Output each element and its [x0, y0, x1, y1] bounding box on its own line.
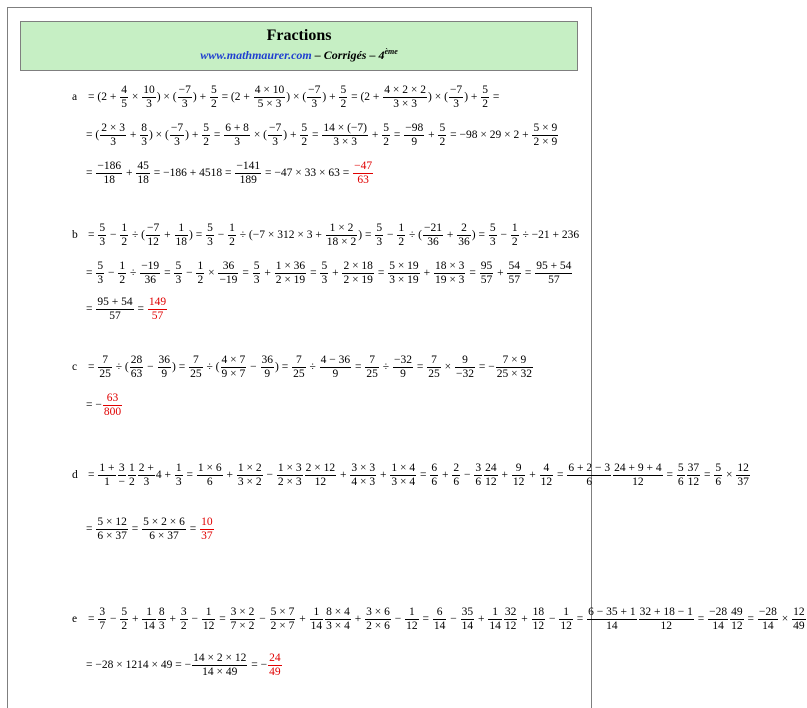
operator: + — [337, 469, 350, 482]
exercise-b-line-3 — [86, 296, 168, 323]
fraction: $\frac{10}{3}$ — [143, 84, 155, 110]
operator: 12 × 3 — [283, 229, 313, 242]
fraction: $\frac{-28}{14}$ — [758, 606, 777, 632]
fraction: $\frac{-7}{3}$ — [308, 84, 321, 110]
operator: (2 + — [97, 91, 120, 104]
operator: = — [262, 167, 275, 180]
operator: + — [498, 469, 511, 482]
fraction: $\frac{1}{2}$ — [121, 222, 128, 248]
operator: = — [239, 267, 252, 280]
fraction: $\frac{28}{63}$ — [130, 354, 143, 380]
fraction: $\frac{6 + 2 - 3}{6}$ — [568, 462, 611, 488]
operator: 36 — [567, 229, 580, 242]
fraction: $\frac{24 + 9 + 4}{12}$ — [614, 462, 662, 488]
fraction: $\frac{-19}{36}$ — [141, 260, 160, 286]
fraction: $\frac{24}{12}$ — [485, 462, 497, 488]
operator: − — [461, 469, 474, 482]
fraction: $\frac{24}{49}$ — [269, 652, 281, 678]
operator: + — [494, 267, 507, 280]
operator: ÷ — [519, 229, 532, 242]
fraction: $\frac{5}{3}$ — [253, 260, 260, 286]
fraction: $\frac{5 \times 9}{2 \times 9}$ — [533, 122, 558, 148]
fraction: $\frac{18}{12}$ — [532, 606, 545, 632]
fraction: $\frac{6}{14}$ — [433, 606, 446, 632]
fraction: $\frac{12}{49}$ — [793, 606, 805, 632]
fraction: $\frac{-141}{189}$ — [236, 160, 261, 186]
fraction: $\frac{9}{-32}$ — [455, 354, 474, 380]
fraction: $\frac{7 \times 9}{25 \times 32}$ — [496, 354, 532, 380]
operator: ) + — [283, 129, 300, 142]
fraction: $\frac{-47}{63}$ — [354, 160, 373, 186]
operator: = — [413, 361, 427, 374]
fraction: $\frac{1}{2}$ — [129, 462, 135, 488]
operator: = — [216, 613, 229, 626]
fraction: $\frac{-7}{3}$ — [170, 122, 184, 148]
fraction: $\frac{1}{3}$ — [175, 462, 182, 488]
operator: = — [466, 267, 479, 280]
fraction: $\frac{95 + 54}{57}$ — [97, 296, 133, 322]
exercise-d-line-1: d = $\frac{1 +}{1}$ $\frac{3}{-}$ $\frac{1}{2}$ $\frac{2 +}{3}$ 4 + $\frac{1}{3}$ = $\frac{1 \times 6}{6}$ + $\frac{1 \times 2}{3 \times 2}$ − $\frac{1 \times 3}{2 \times 3}$ $\frac{2 \times 12}{12}$ + $\frac{3 \times 3}{4 \times 3}$ + $\frac{1 \times 4}{3 \times 4}$ = $\frac{6}{6}$ + $\frac{2}{6}$ − $\frac{3}{6}$ $\frac{24}{12}$ + $\frac{9}{12}$ + $\frac{4}{12}$ = $\frac{6 + 2 - 3}{6}$ $\frac{24 + 9 + 4}{12}$ = $\frac{5}{6}$ $\frac{37}{12}$ = $\frac{5}{6}$ × $\frac{12}{37}$ — [72, 462, 749, 488]
page-title: Fractions — [266, 27, 332, 44]
operator: −28 × 12 — [95, 659, 138, 672]
fraction: $\frac{-32}{9}$ — [393, 354, 412, 380]
operator: 18 — [210, 167, 223, 180]
fraction: $\frac{7}{25}$ — [428, 354, 440, 380]
fraction: $\frac{5}{2}$ — [383, 122, 389, 148]
fraction: $\frac{1}{2}$ — [511, 222, 518, 248]
fraction: $\frac{5}{3}$ — [489, 222, 496, 248]
fraction: $\frac{1}{14}$ — [310, 606, 323, 632]
operator: − — [497, 229, 510, 242]
fraction: $\frac{5}{2}$ — [482, 84, 489, 110]
fraction: $\frac{14 \times 2 \times 12}{14 \times 49}$ — [193, 652, 247, 678]
fraction: $\frac{32 + 18 - 1}{12}$ — [639, 606, 693, 632]
operator: − — [546, 613, 559, 626]
fraction: $\frac{5 \times 7}{2 \times 7}$ — [270, 606, 295, 632]
operator: ) = — [275, 361, 292, 374]
operator: + — [519, 129, 532, 142]
exercise-a-line-3 — [86, 160, 374, 187]
operator: ÷ ( — [406, 229, 422, 242]
fraction: $\frac{1}{12}$ — [560, 606, 572, 632]
fraction: $\frac{2 \times 3}{3}$ — [101, 122, 125, 148]
operator: + — [126, 129, 140, 142]
operator: ) + — [464, 91, 481, 104]
fraction: $\frac{1}{2}$ — [229, 222, 235, 248]
fraction: $\frac{149}{57}$ — [148, 296, 167, 322]
operator: + — [223, 469, 236, 482]
operator: = — [86, 167, 96, 180]
operator: −21 + 2 — [531, 229, 568, 242]
fraction: $\frac{35}{14}$ — [461, 606, 474, 632]
operator: + — [368, 129, 382, 142]
operator: ) × ( — [156, 91, 177, 104]
fraction: $\frac{63}{800}$ — [103, 392, 122, 418]
operator: = — [134, 303, 147, 316]
operator: × — [128, 91, 142, 104]
operator: = — [573, 613, 587, 626]
operator: − — [144, 361, 157, 374]
fraction: $\frac{36}{-19}$ — [219, 260, 238, 286]
fraction: $\frac{1 \times 2}{3 \times 2}$ — [237, 462, 262, 488]
operator: −47 × 3 — [274, 167, 311, 180]
fraction: $\frac{-7}{3}$ — [269, 122, 282, 148]
operator: ) + — [322, 91, 339, 104]
operator: = — [222, 167, 235, 180]
fraction: $\frac{5}{2}$ — [203, 122, 209, 148]
fraction: $\frac{1 \times 2}{18 \times 2}$ — [326, 222, 357, 248]
operator: ) × ( — [286, 91, 307, 104]
operator: = — [352, 361, 365, 374]
fraction: $\frac{9}{12}$ — [512, 462, 525, 488]
exercise-label: a — [72, 91, 78, 104]
operator: − — [391, 613, 405, 626]
exercise-a-line-1: a = (2 + $\frac{4}{5}$ × $\frac{10}{3}$ ) × ( $\frac{-7}{3}$ ) + $\frac{5}{2}$ = (2 + $\frac{4 \times 10}{5 \times 3}$ ) × ( $\frac{-7}{3}$ ) + $\frac{5}{2}$ = (2 + $\frac{4 \times 2 \times 2}{3 \times 3}$ ) × ( $\frac{-7}{3}$ ) + $\frac{5}{2}$ = — [72, 84, 500, 110]
operator: = — [694, 613, 708, 626]
operator: = − — [475, 361, 495, 374]
fraction: $\frac{2 \times 18}{2 \times 19}$ — [343, 260, 373, 286]
fraction: $\frac{5}{2}$ — [439, 122, 446, 148]
fraction: $\frac{5}{3}$ — [321, 260, 328, 286]
operator: = − — [86, 399, 102, 412]
operator: ÷ — [127, 267, 140, 280]
operator: + — [439, 469, 452, 482]
operator: = — [86, 523, 96, 536]
operator: × — [205, 267, 218, 280]
fraction: $\frac{49}{12}$ — [731, 606, 743, 632]
fraction: $\frac{3 \times 3}{4 \times 3}$ — [351, 462, 376, 488]
exercise-b-line-2 — [86, 260, 573, 287]
operator: ÷ ( — [129, 229, 146, 242]
operator: = — [447, 129, 460, 142]
operator: = — [339, 167, 353, 180]
operator: = − — [248, 659, 268, 672]
operator: = — [744, 613, 757, 626]
operator: −98 × 2 — [459, 129, 496, 142]
operator: = — [150, 167, 164, 180]
operator: + — [312, 229, 325, 242]
operator: − — [105, 267, 118, 280]
fraction: $\frac{5 \times 2 \times 6}{6 \times 37}$ — [143, 516, 185, 542]
operator: ÷ — [379, 361, 392, 374]
fraction: $\frac{5}{3}$ — [207, 222, 213, 248]
fraction: $\frac{4 \times 7}{9 \times 7}$ — [221, 354, 246, 380]
fraction: $\frac{5}{3}$ — [97, 260, 104, 286]
fraction: $\frac{7}{25}$ — [99, 354, 111, 380]
exercise-d-line-2 — [86, 516, 215, 543]
operator: × ( — [250, 129, 268, 142]
fraction: $\frac{4}{5}$ — [121, 84, 127, 110]
operator: = — [417, 469, 430, 482]
operator: + — [377, 469, 390, 482]
operator: = — [490, 91, 500, 104]
fraction: $\frac{5 \times 12}{6 \times 37}$ — [97, 516, 127, 542]
operator: = — [86, 659, 96, 672]
operator: + — [475, 613, 488, 626]
worksheet-header — [20, 21, 578, 71]
operator: ÷ ( — [112, 361, 129, 374]
operator: = — [86, 267, 96, 280]
fraction: $\frac{8}{3}$ — [141, 122, 147, 148]
operator: = — [183, 469, 196, 482]
operator: = ( — [86, 129, 100, 142]
fraction: $\frac{1 +}{1}$ — [99, 462, 115, 488]
fraction: $\frac{3 \times 2}{7 \times 2}$ — [230, 606, 255, 632]
fraction: $\frac{1 \times 4}{3 \times 4}$ — [391, 462, 416, 488]
fraction: $\frac{-7}{3}$ — [178, 84, 191, 110]
grade-superscript: ème — [384, 47, 398, 56]
fraction: $\frac{6}{6}$ — [431, 462, 438, 488]
operator: − — [247, 361, 260, 374]
fraction: $\frac{54}{57}$ — [508, 260, 520, 286]
fraction: $\frac{4 - 36}{9}$ — [320, 354, 351, 380]
operator: ) = — [172, 361, 189, 374]
fraction: $\frac{3}{7}$ — [99, 606, 106, 632]
operator: = — [374, 267, 388, 280]
operator: = (2 + — [218, 91, 253, 104]
fraction: $\frac{5}{2}$ — [340, 84, 347, 110]
operator: + — [123, 167, 136, 180]
fraction: $\frac{-98}{9}$ — [405, 122, 424, 148]
fraction: $\frac{6 + 8}{3}$ — [225, 122, 249, 148]
fraction: $\frac{1}{12}$ — [202, 606, 215, 632]
operator: = — [701, 469, 714, 482]
fraction: $\frac{5}{3}$ — [99, 222, 106, 248]
exercise-label: b — [72, 229, 78, 242]
operator: − — [183, 267, 196, 280]
exercise-label: c — [72, 361, 78, 374]
fraction: $\frac{-28}{14}$ — [709, 606, 728, 632]
operator: = — [309, 129, 322, 142]
fraction: $\frac{1}{14}$ — [489, 606, 501, 632]
fraction: $\frac{8 \times 4}{3 \times 4}$ — [326, 606, 350, 632]
fraction: $\frac{1}{18}$ — [175, 222, 188, 248]
exercise-e-line-1: e = $\frac{3}{7}$ − $\frac{5}{2}$ + $\frac{1}{14}$ $\frac{8}{3}$ + $\frac{3}{2}$ − $\frac{1}{12}$ = $\frac{3 \times 2}{7 \times 2}$ − $\frac{5 \times 7}{2 \times 7}$ + $\frac{1}{14}$ $\frac{8 \times 4}{3 \times 4}$ + $\frac{3 \times 6}{2 \times 6}$ − $\frac{1}{12}$ = $\frac{6}{14}$ − $\frac{35}{14}$ + $\frac{1}{14}$ $\frac{32}{12}$ + $\frac{18}{12}$ − $\frac{1}{12}$ = $\frac{6 - 35 + 1}{14}$ $\frac{32 + 18 - 1}{12}$ = $\frac{-28}{14}$ $\frac{49}{12}$ = $\frac{-28}{14}$ × $\frac{12}{49}$ — [72, 606, 805, 632]
exercise-label: d — [72, 469, 78, 482]
fraction: $\frac{1}{2}$ — [119, 260, 126, 286]
fraction: $\frac{32}{12}$ — [504, 606, 517, 632]
operator: + — [261, 267, 274, 280]
operator: = — [307, 267, 320, 280]
fraction: $\frac{1}{2}$ — [197, 260, 204, 286]
operator: − — [107, 229, 120, 242]
fraction: $\frac{5}{3}$ — [175, 260, 182, 286]
operator: + — [129, 613, 142, 626]
fraction: $\frac{-7}{3}$ — [449, 84, 463, 110]
operator: − — [384, 229, 397, 242]
operator: = — [390, 129, 404, 142]
fraction: $\frac{2 +}{3}$ — [138, 462, 154, 488]
operator: ) = — [471, 229, 488, 242]
operator: 3 × 63 — [310, 167, 340, 180]
fraction: $\frac{2}{6}$ — [453, 462, 460, 488]
operator: − — [188, 613, 201, 626]
operator: ) + — [192, 91, 209, 104]
fraction: $\frac{5}{2}$ — [210, 84, 217, 110]
fraction: $\frac{5}{2}$ — [301, 122, 308, 148]
operator: ÷ — [306, 361, 319, 374]
fraction: $\frac{45}{18}$ — [137, 160, 149, 186]
fraction: $\frac{7}{25}$ — [190, 354, 202, 380]
operator: 14 × 49 — [137, 659, 173, 672]
exercise-c-line-2 — [86, 392, 123, 419]
exercise-b-line-1: b = $\frac{5}{3}$ − $\frac{1}{2}$ ÷ ( $\frac{-7}{12}$ + $\frac{1}{18}$ ) = $\frac{5}{3}$ − $\frac{1}{2}$ ÷ (−7 × 312 × 3 + $\frac{1 \times 2}{18 \times 2}$ ) = $\frac{5}{3}$ − $\frac{1}{2}$ ÷ ( $\frac{-21}{36}$ + $\frac{2}{36}$ ) = $\frac{5}{3}$ − $\frac{1}{2}$ ÷ −21 + 236 — [72, 222, 580, 248]
operator: ) = — [189, 229, 206, 242]
fraction: $\frac{7}{25}$ — [366, 354, 378, 380]
website-link[interactable]: www.mathmaurer.com — [200, 48, 312, 62]
operator: = — [186, 523, 200, 536]
fraction: $\frac{36}{9}$ — [261, 354, 274, 380]
operator: −186 + 45 — [163, 167, 211, 180]
operator: × — [441, 361, 454, 374]
fraction: $\frac{3 \times 6}{2 \times 6}$ — [366, 606, 390, 632]
fraction: $\frac{3}{6}$ — [475, 462, 482, 488]
exercise-e-line-2 — [86, 652, 283, 679]
operator: = (2 + — [348, 91, 383, 104]
fraction: $\frac{18 \times 3}{19 \times 3}$ — [434, 260, 465, 286]
fraction: $\frac{4 \times 2 \times 2}{3 \times 3}$ — [384, 84, 427, 110]
operator: 4 — [155, 469, 162, 482]
fraction: $\frac{1}{14}$ — [143, 606, 155, 632]
operator: = — [419, 613, 432, 626]
fraction: $\frac{8}{3}$ — [158, 606, 165, 632]
fraction: $\frac{-21}{36}$ — [423, 222, 442, 248]
operator: ÷ ( — [236, 229, 253, 242]
fraction: $\frac{-186}{18}$ — [97, 160, 122, 186]
operator: ) = — [358, 229, 375, 242]
operator: = − — [172, 659, 192, 672]
operator: = — [210, 129, 224, 142]
operator: − — [256, 613, 269, 626]
fraction: $\frac{3}{2}$ — [180, 606, 187, 632]
operator: ) + — [185, 129, 202, 142]
fraction: $\frac{95 + 54}{57}$ — [536, 260, 572, 286]
operator: − — [447, 613, 460, 626]
operator: × — [723, 469, 736, 482]
exercise-label: e — [72, 613, 78, 626]
operator: = — [86, 303, 96, 316]
fraction: $\frac{5}{2}$ — [121, 606, 128, 632]
fraction: $\frac{12}{37}$ — [737, 462, 749, 488]
operator: = — [663, 469, 676, 482]
fraction: $\frac{5 \times 19}{3 \times 19}$ — [389, 260, 419, 286]
operator: + — [351, 613, 365, 626]
fraction: $\frac{-7}{12}$ — [147, 222, 160, 248]
fraction: $\frac{1 \times 6}{6}$ — [197, 462, 222, 488]
operator: + — [161, 229, 174, 242]
fraction: $\frac{37}{12}$ — [687, 462, 700, 488]
fraction: $\frac{5}{3}$ — [376, 222, 383, 248]
operator: + — [420, 267, 433, 280]
fraction: $\frac{4 \times 10}{5 \times 3}$ — [254, 84, 285, 110]
fraction: $\frac{1 \times 3}{2 \times 3}$ — [277, 462, 302, 488]
fraction: $\frac{6 - 35 + 1}{14}$ — [588, 606, 636, 632]
operator: = — [554, 469, 567, 482]
fraction: $\frac{1}{2}$ — [398, 222, 405, 248]
fraction: $\frac{1}{12}$ — [406, 606, 418, 632]
exercise-a-line-2 — [86, 122, 559, 149]
fraction: $\frac{7}{25}$ — [293, 354, 305, 380]
fraction: $\frac{2}{36}$ — [458, 222, 470, 248]
operator: + — [161, 469, 174, 482]
operator: − — [214, 229, 228, 242]
operator: = — [161, 267, 174, 280]
operator: = — [128, 523, 142, 536]
operator: ) × ( — [428, 91, 448, 104]
operator: + — [329, 267, 342, 280]
operator: + — [296, 613, 309, 626]
exercise-c-line-1: c = $\frac{7}{25}$ ÷ ( $\frac{28}{63}$ − $\frac{36}{9}$ ) = $\frac{7}{25}$ ÷ ( $\frac{4 \times 7}{9 \times 7}$ − $\frac{36}{9}$ ) = $\frac{7}{25}$ ÷ $\frac{4 - 36}{9}$ = $\frac{7}{25}$ ÷ $\frac{-32}{9}$ = $\frac{7}{25}$ × $\frac{9}{-32}$ = − $\frac{7 \times 9}{25 \times 32}$ — [72, 354, 532, 380]
operator: + — [425, 129, 438, 142]
fraction: $\frac{4}{12}$ — [540, 462, 553, 488]
fraction: $\frac{10}{37}$ — [201, 516, 213, 542]
header-subtitle — [21, 47, 577, 63]
operator: − — [263, 469, 276, 482]
operator: + — [443, 229, 457, 242]
fraction: $\frac{5}{6}$ — [677, 462, 684, 488]
fraction: $\frac{36}{9}$ — [158, 354, 171, 380]
operator: + — [518, 613, 531, 626]
fraction: $\frac{5}{6}$ — [715, 462, 722, 488]
operator: ÷ ( — [203, 361, 220, 374]
operator: 9 × 2 — [495, 129, 520, 142]
operator: = — [521, 267, 535, 280]
fraction: $\frac{95}{57}$ — [480, 260, 493, 286]
operator: × — [778, 613, 792, 626]
fraction: $\frac{1 \times 36}{2 \times 19}$ — [275, 260, 306, 286]
fraction: $\frac{14 \times (-7)}{3 \times 3}$ — [323, 122, 367, 148]
operator: + — [166, 613, 179, 626]
operator: −7 × 3 — [252, 229, 283, 242]
fraction: $\frac{3}{-}$ — [118, 462, 125, 488]
operator: + — [526, 469, 539, 482]
fraction: $\frac{2 \times 12}{12}$ — [305, 462, 336, 488]
operator: ) × ( — [148, 129, 169, 142]
operator: − — [107, 613, 120, 626]
header-subtitle-text: – Corrigés – 4 — [311, 48, 385, 62]
